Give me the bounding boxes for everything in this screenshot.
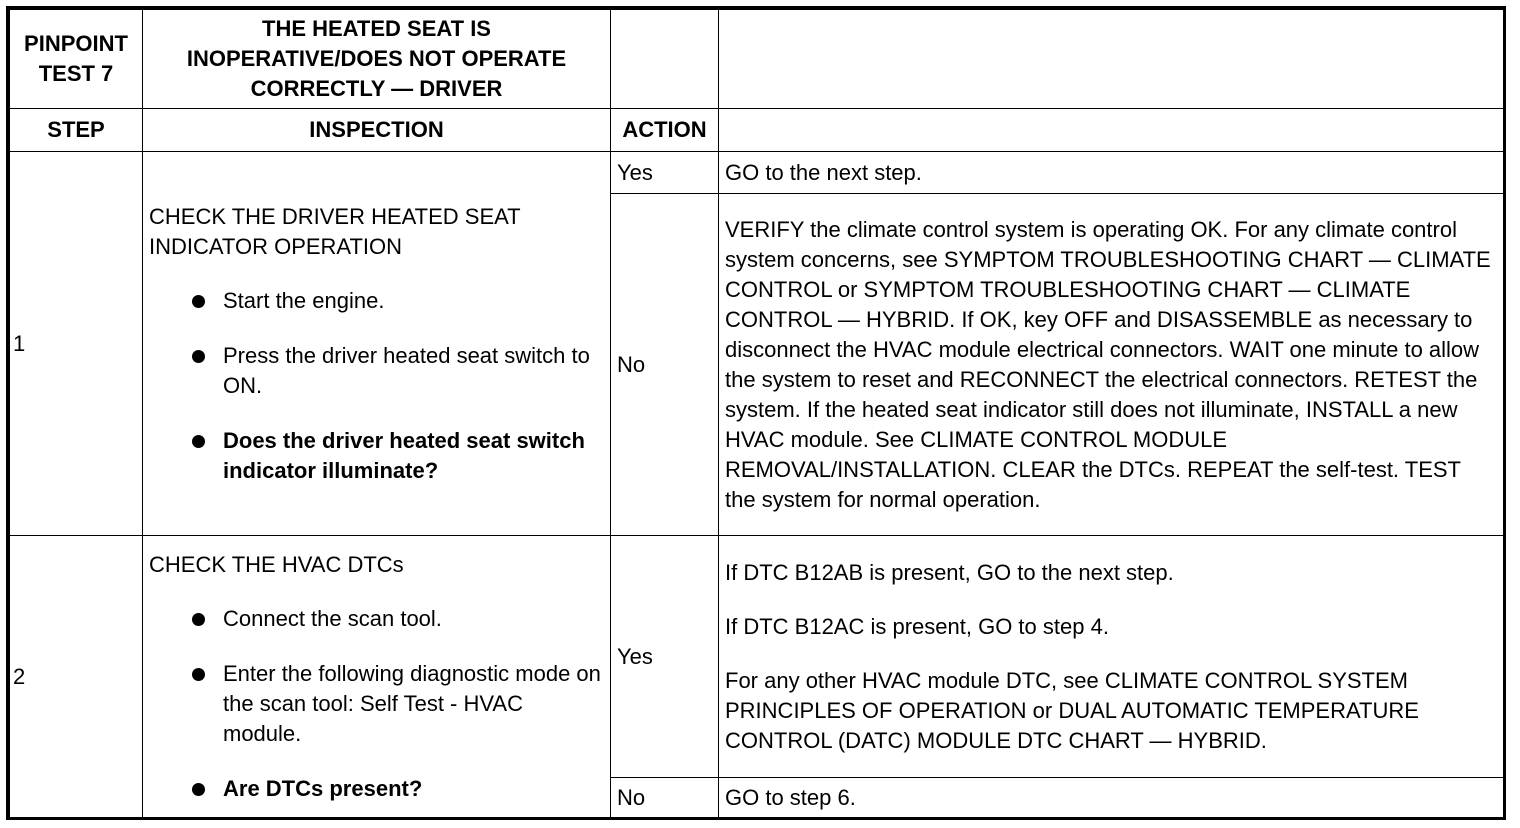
inspection-bullet-list xyxy=(149,604,604,804)
bullet-text: Enter the following diagnostic mode on the scan tool: Self Test - HVAC module. xyxy=(223,660,601,746)
test-label-cell xyxy=(10,10,143,109)
bullet-icon xyxy=(192,435,205,448)
table-row xyxy=(10,536,1504,778)
action-text-cell xyxy=(719,152,1504,194)
inspection-title: CHECK THE HVAC DTCs xyxy=(149,551,404,577)
step-number: 2 xyxy=(13,663,26,689)
pinpoint-test-table xyxy=(9,9,1504,818)
bullet-icon xyxy=(192,350,205,363)
list-item xyxy=(149,774,604,804)
list-item xyxy=(149,426,604,486)
test-label: PINPOINT TEST 7 xyxy=(24,31,128,86)
action-answer-cell: No xyxy=(611,194,719,536)
test-title: THE HEATED SEAT IS INOPERATIVE/DOES NOT OPERATE CORRECTLY — DRIVER xyxy=(186,16,567,101)
list-item xyxy=(149,659,604,749)
bullet-question: Does the driver heated seat switch indicator illuminate? xyxy=(223,427,585,483)
bullet-question: Are DTCs present? xyxy=(223,775,423,801)
column-header-row xyxy=(10,109,1504,152)
action-answer-cell: Yes xyxy=(611,152,719,194)
bullet-icon xyxy=(192,668,205,681)
column-header-action: ACTION xyxy=(611,109,719,152)
inspection-title: CHECK THE DRIVER HEATED SEAT INDICATOR OPERATION xyxy=(149,203,521,259)
bullet-text: Press the driver heated seat switch to ON. xyxy=(223,342,590,398)
action-answer-cell: No xyxy=(611,778,719,818)
title-blank-cell-1 xyxy=(611,10,719,109)
inspection-bullet-list xyxy=(149,286,604,486)
column-header-step: STEP xyxy=(10,109,143,152)
action-text: If DTC B12AB is present, GO to the next step. xyxy=(725,559,1174,585)
action-text: GO to the next step. xyxy=(725,159,922,185)
title-blank-cell-2 xyxy=(719,10,1504,109)
step-number-cell xyxy=(10,536,143,818)
bullet-text: Connect the scan tool. xyxy=(223,605,442,631)
action-text-cell xyxy=(719,194,1504,536)
pinpoint-test-table-frame xyxy=(6,6,1506,820)
table-row xyxy=(10,152,1504,194)
bullet-text: Start the engine. xyxy=(223,287,385,313)
column-header-blank xyxy=(719,109,1504,152)
action-text: For any other HVAC module DTC, see CLIMATE CONTROL SYSTEM PRINCIPLES OF OPERATION or DUAL AUTOMATIC TEMPERATURE CONTROL (DATC) MODULE DTC CHART — HYBRID. xyxy=(725,667,1419,753)
column-header-inspection: INSPECTION xyxy=(143,109,611,152)
test-title-cell xyxy=(143,10,611,109)
list-item xyxy=(149,604,604,634)
bullet-icon xyxy=(192,613,205,626)
action-text-cell xyxy=(719,778,1504,818)
bullet-icon xyxy=(192,295,205,308)
title-row xyxy=(10,10,1504,109)
step-number: 1 xyxy=(13,330,26,356)
action-text-cell xyxy=(719,536,1504,778)
step-number-cell xyxy=(10,152,143,536)
action-answer-cell: Yes xyxy=(611,536,719,778)
inspection-cell xyxy=(143,536,611,818)
list-item xyxy=(149,341,604,401)
action-text: GO to step 6. xyxy=(725,784,856,810)
inspection-cell xyxy=(143,152,611,536)
list-item xyxy=(149,286,604,316)
action-text: If DTC B12AC is present, GO to step 4. xyxy=(725,613,1109,639)
action-text: VERIFY the climate control system is operating OK. For any climate control system concerns, see SYMPTOM TROUBLESHOOTING CHART — CLIMATE CONTROL or SYMPTOM TROUBLESHOOTING CHART — CLIMATE CONTROL — HYBRID. If OK, key OFF and DISASSEMBLE as necessary to disconnect the HVAC module electrical connectors. WAIT one minute to allow the system to reset and RECONNECT the electrical connectors. RETEST the system. If the heated seat indicator still does not illuminate, INSTALL a new HVAC module. See CLIMATE CONTROL MODULE REMOVAL/INSTALLATION. CLEAR the DTCs. REPEAT the self-test. TEST the system for normal operation. xyxy=(725,216,1491,512)
bullet-icon xyxy=(192,783,205,796)
